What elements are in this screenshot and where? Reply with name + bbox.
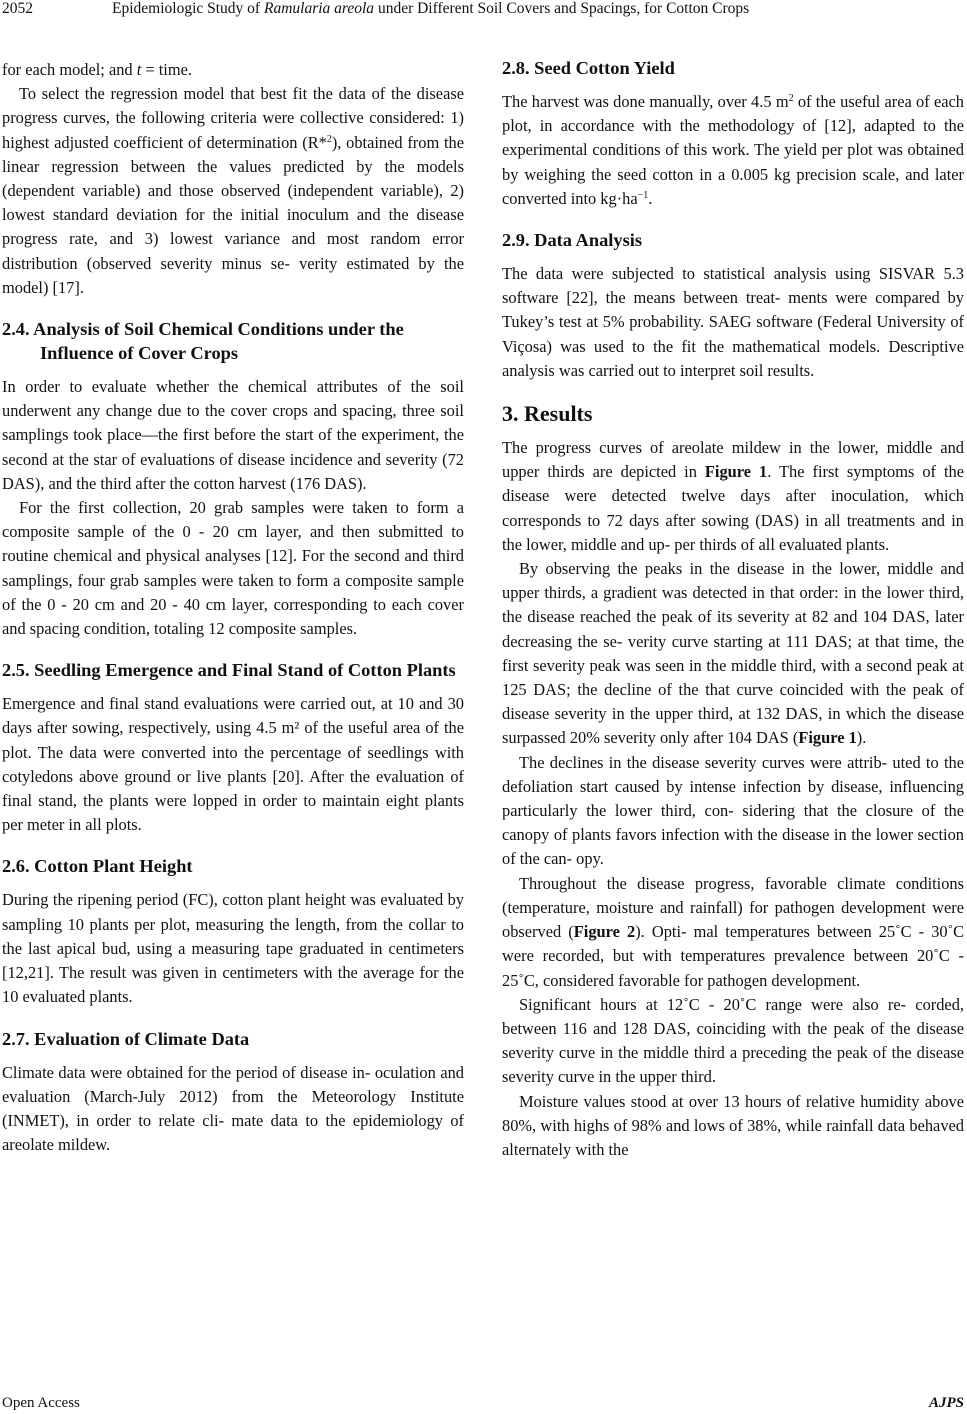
superscript: 2 — [788, 93, 794, 104]
paragraph-results-1 — [502, 436, 964, 557]
footer-open-access: Open Access — [2, 1395, 80, 1411]
text-run: . The first symptoms of the disease were detected twelve days after inoculation, which corresponds to 72 days after sowing (DAS) in all treatments and in the lower, middle and up- per thirds of all evaluated plants. — [502, 462, 964, 554]
paragraph-results-6: Moisture values stood at over 13 hours of relative humidity above 80%, with highs of 98% and lows of 38%, while rainfall data behaved alternately with the — [502, 1091, 964, 1159]
paragraph-soil-2: For the first collection, 20 grab samples were taken to form a composite sample of the 0 - 20 cm layer, and then submitted to routine chemical and physical analyses [12]. For the second and third samplings, four grab samples were taken to form a composite sample of the 0 - 20 cm and 20 - 40 cm layer, corresponding to each cover and spacing condition, totaling 12 composite samples. — [2, 498, 464, 639]
text-run: To select the regression model that best fit the data of the disease progress curves, the following criteria were collective considered: 1) highest adjusted coefficient of determination (R* — [2, 84, 464, 152]
paragraph-results-5: Significant hours at 12˚C - 20˚C range were also re- corded, between 116 and 128 DAS, coinciding with the peak of the disease severity curve in the middle third a preceding the peak of the disease severity curve in the upper third. — [502, 994, 964, 1087]
right-column — [502, 56, 964, 1162]
figure-reference: Figure 1 — [798, 728, 857, 748]
paragraph-plant-height: During the ripening period (FC), cotton plant height was evaluated by sampling 10 plants per plot, measuring the length, from the collar to the last apical bud, using a measuring tape graduated in centimeters [12,21]. The result was given in centimeters with the average for the 10 evaluated plants. — [2, 890, 464, 1007]
text-run: The harvest was done manually, over 4.5 m — [502, 92, 789, 111]
running-title-suffix: under Different Soil Covers and Spacings, for Cotton Crops — [374, 0, 750, 17]
paragraph-data-analysis: The data were subjected to statistical analysis using SISVAR 5.3 software [22], the means between treat- ments were compared by Tukey’s test at 5% probability. SAEG software (Federal University of Viçosa) was used to the fit the mathematical models. Descriptive analysis was carried out to interpret soil results. — [502, 264, 964, 380]
running-title-species: Ramularia areola — [263, 0, 375, 17]
text-run: of the useful area of each plot, in accordance with the methodology of [12], adapted to the experimental conditions of this work. The yield per plot was obtained by weighing the seed cotton in a 0.005 kg precision scale, and later converted into kg·ha — [502, 92, 964, 208]
text-run: ). Opti- mal temperatures between 25˚C - 30˚C were recorded, but with temperatures prevalence between 20˚C - 25˚C, considered favorable for pathogen development. — [502, 922, 964, 990]
paragraph-results-2 — [502, 557, 964, 751]
running-header — [0, 0, 967, 30]
text-run: ), obtained from the linear regression between the values predicted by the models (dependent variable) and those observed (independent variable), 2) lowest standard deviation for the initial inoculum and the disease progress rate, and 3) lowest variance and most random error distribution (observed severity minus se- verity estimated by the model) [17]. — [2, 132, 464, 297]
figure-reference: Figure 1 — [704, 462, 768, 482]
text-run: Throughout the disease progress, favorable climate conditions (temperature, moisture and rainfall) for pathogen development were observed ( — [502, 873, 964, 942]
text-run: for each model; and — [2, 60, 137, 79]
text-run: By observing the peaks in the disease in the lower, middle and upper thirds, a gradient was detected in that order: in the lower third, the disease reached the peak of its severity at 82 and 104 DAS, later decreasing the se- verity curve starting at 111 DAS; at that time, the first severity peak was seen in the middle third, with a second peak at 125 DAS; the decline of the that curve coincided with the peak of disease severity in the upper third, at 132 DAS, in which the disease surpassed 20% severity only after 104 DAS ( — [502, 559, 964, 748]
text-run: = time. — [141, 60, 192, 79]
text-run: The progress curves of areolate mildew in the lower, middle and upper thirds are depicted in — [502, 438, 964, 482]
section-heading-2-7: 2.7. Evaluation of Climate Data — [2, 1028, 250, 1049]
paragraph-soil-1: In order to evaluate whether the chemical attributes of the soil underwent any change due to the cover crops and spacing, three soil samplings took place—the first before the start of the experiment, the second at the star of evaluations of disease incidence and severity (72 DAS), and the third after the cotton harvest (176 DAS). — [2, 377, 464, 493]
running-title — [112, 0, 749, 18]
figure-reference: Figure 2 — [573, 922, 636, 942]
paragraph-yield — [502, 90, 964, 211]
variable-t: t — [136, 60, 142, 79]
text-run: ). — [856, 728, 867, 748]
section-heading-2-8: 2.8. Seed Cotton Yield — [502, 58, 675, 78]
section-heading-3: 3. Results — [502, 401, 593, 427]
text-run: . — [648, 188, 653, 208]
superscript: 2 — [326, 133, 332, 145]
superscript: −1 — [637, 189, 649, 201]
section-heading-2-6: 2.6. Cotton Plant Height — [2, 856, 193, 877]
paragraph-results-4 — [502, 872, 964, 993]
section-heading-2-9: 2.9. Data Analysis — [502, 230, 642, 251]
section-heading-2-4: 2.4. Analysis of Soil Chemical Conditions under the Influence of Cover Crops — [2, 319, 404, 364]
footer-journal: AJPS — [928, 1395, 964, 1411]
paragraph-climate-data: Climate data were obtained for the period of disease in- oculation and evaluation (March-July 2012) from the Meteorology Institute (INMET), in order to relate cli- mate data to the epidemiology of areolate mildew. — [2, 1062, 464, 1155]
left-column — [2, 58, 464, 1157]
paragraph-emergence: Emergence and final stand evaluations were carried out, at 10 and 30 days after sowing, respectively, using 4.5 m² of the useful area of the plot. The data were converted into the percentage of seedlings with cotyledons above ground or live plants [20]. After the evaluation of final stand, the plants were lopped in order to maintain eight plants per meter in all plots. — [2, 694, 464, 835]
running-title-prefix: Epidemiologic Study of — [112, 0, 264, 17]
page-number: 2052 — [2, 0, 33, 17]
section-heading-2-5: 2.5. Seedling Emergence and Final Stand of Cotton Plants — [2, 660, 456, 681]
paragraph-model-criteria — [2, 82, 464, 300]
paragraph-continuation — [2, 58, 464, 82]
paragraph-results-3: The declines in the disease severity curves were attrib- uted to the defoliation start caused by intense infection by disease, influencing particularly the lower third, con- sidering that the closure of the canopy of plants favors infection with the disease in the lower section of the can- opy. — [502, 752, 964, 869]
